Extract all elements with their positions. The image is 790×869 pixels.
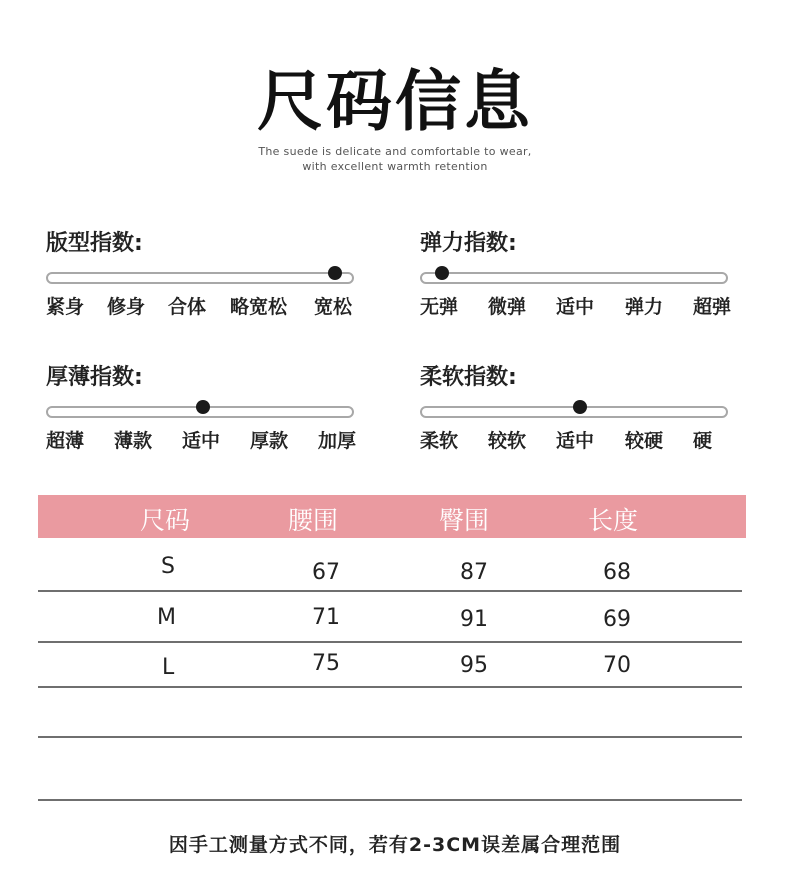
table-divider (38, 641, 742, 643)
fit-option: 修身 (107, 296, 146, 318)
stretch-option: 无弹 (420, 296, 459, 318)
stretch-index-labels (420, 292, 730, 318)
cell-size: S (161, 554, 175, 579)
header-length: 长度 (588, 506, 639, 535)
softness-option: 较软 (488, 430, 527, 452)
stretch-option: 微弹 (488, 296, 527, 318)
table-divider (38, 736, 742, 738)
thickness-option: 适中 (182, 430, 221, 452)
thickness-option: 薄款 (114, 430, 153, 452)
softness-option: 较硬 (625, 430, 664, 452)
thickness-option: 厚款 (250, 430, 289, 452)
fit-option: 宽松 (314, 296, 353, 318)
subtitle-line-1: The suede is delicate and comfortable to wear, (258, 145, 532, 158)
page-title: 尺码信息 (257, 63, 533, 140)
thickness-option: 超薄 (46, 430, 85, 452)
fit-index-track (46, 272, 354, 284)
softness-index-labels (420, 426, 730, 452)
stretch-option: 弹力 (625, 296, 664, 318)
fit-index-knob (328, 266, 342, 280)
subtitle-line-2: with excellent warmth retention (302, 160, 488, 173)
header-hip: 臀围 (439, 506, 490, 535)
header-waist: 腰围 (288, 506, 339, 535)
cell-waist: 75 (312, 651, 340, 676)
cell-waist: 67 (312, 560, 340, 585)
cell-hip: 95 (460, 653, 488, 678)
table-divider (38, 799, 742, 801)
softness-option: 柔软 (420, 430, 459, 452)
softness-option: 硬 (693, 430, 713, 452)
cell-length: 69 (603, 607, 631, 632)
fit-option: 合体 (168, 296, 207, 318)
thickness-option: 加厚 (318, 430, 357, 452)
stretch-index-track (420, 272, 728, 284)
thickness-index-labels (46, 426, 356, 452)
table-divider (38, 590, 742, 592)
cell-size: M (157, 605, 176, 630)
cell-length: 68 (603, 560, 631, 585)
cell-hip: 87 (460, 560, 488, 585)
fit-option: 略宽松 (230, 296, 288, 318)
softness-index-knob (573, 400, 587, 414)
cell-hip: 91 (460, 607, 488, 632)
softness-option: 适中 (556, 430, 595, 452)
cell-waist: 71 (312, 605, 340, 630)
fit-index-title: 版型指数: (46, 231, 143, 256)
thickness-index-title: 厚薄指数: (46, 365, 143, 390)
thickness-index-knob (196, 400, 210, 414)
cell-size: L (162, 655, 175, 680)
stretch-option: 适中 (556, 296, 595, 318)
softness-index-title: 柔软指数: (420, 365, 517, 390)
size-table-header (38, 495, 746, 538)
measurement-note: 因手工测量方式不同，若有2-3CM误差属合理范围 (168, 834, 622, 856)
stretch-index-knob (435, 266, 449, 280)
fit-option: 紧身 (46, 296, 85, 318)
header-size: 尺码 (140, 506, 191, 535)
stretch-index-title: 弹力指数: (420, 231, 517, 256)
cell-length: 70 (603, 653, 631, 678)
stretch-option: 超弹 (693, 296, 732, 318)
fit-index-labels (46, 292, 356, 318)
table-divider (38, 686, 742, 688)
